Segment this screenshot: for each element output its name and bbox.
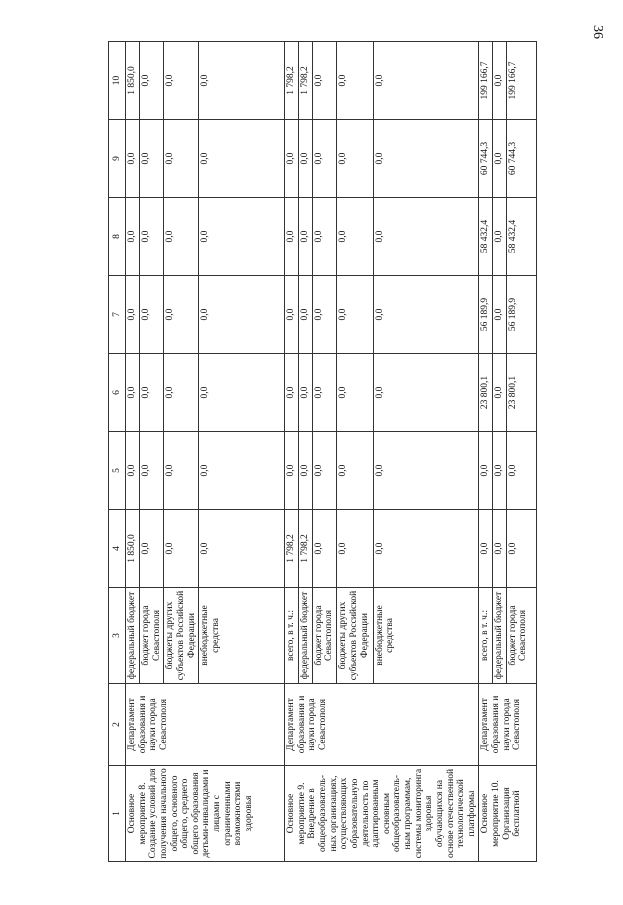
amount-cell: 0,0 xyxy=(164,198,199,276)
activity-name: Основное мероприятие 9. Внедрение в общеобразователь-ных организациях, осуществляющих образовательную деятельность по адаптированным основным общеобразователь-ным программам, системы мониторинга здоровья обучающихся на основе отечественной технологической платформы xyxy=(285,766,479,862)
amount-cell: 0,0 xyxy=(126,432,140,510)
executor-name: Департамент образования и науки города Севастополя xyxy=(479,684,536,766)
page-number: 36 xyxy=(590,25,605,39)
amount-cell: 0,0 xyxy=(493,276,507,354)
amount-cell: 0,0 xyxy=(337,354,374,432)
amount-cell: 0,0 xyxy=(140,120,164,198)
amount-cell: 0,0 xyxy=(164,354,199,432)
rotated-table-wrapper xyxy=(108,42,528,862)
table-row xyxy=(126,42,140,862)
amount-cell: 0,0 xyxy=(285,120,299,198)
amount-cell: 0,0 xyxy=(199,198,285,276)
amount-cell: 0,0 xyxy=(493,120,507,198)
amount-cell: 0,0 xyxy=(140,354,164,432)
amount-cell: 0,0 xyxy=(164,42,199,120)
funding-source: всего, в т. ч.: xyxy=(285,588,299,684)
column-header: 9 xyxy=(109,120,126,198)
amount-cell: 0,0 xyxy=(140,510,164,588)
amount-cell: 0,0 xyxy=(126,198,140,276)
amount-cell: 0,0 xyxy=(164,276,199,354)
amount-cell: 199 166,7 xyxy=(506,42,536,120)
column-header: 8 xyxy=(109,198,126,276)
amount-cell: 0,0 xyxy=(312,276,337,354)
funding-source: бюджеты других субъектов Российской Федерации xyxy=(337,588,374,684)
amount-cell: 0,0 xyxy=(312,432,337,510)
amount-cell: 0,0 xyxy=(140,42,164,120)
amount-cell: 1 798,2 xyxy=(285,42,299,120)
amount-cell: 0,0 xyxy=(298,432,312,510)
amount-cell: 0,0 xyxy=(199,42,285,120)
column-header: 1 xyxy=(109,766,126,862)
funding-source: внебюджетные средства xyxy=(199,588,285,684)
amount-cell: 0,0 xyxy=(506,432,536,510)
amount-cell: 0,0 xyxy=(199,120,285,198)
amount-cell: 0,0 xyxy=(164,120,199,198)
amount-cell: 0,0 xyxy=(337,120,374,198)
amount-cell: 0,0 xyxy=(373,510,479,588)
amount-cell: 1 798,2 xyxy=(298,42,312,120)
funding-source: федеральный бюджет xyxy=(298,588,312,684)
amount-cell: 0,0 xyxy=(312,510,337,588)
table-row xyxy=(285,42,299,862)
amount-cell: 0,0 xyxy=(312,120,337,198)
amount-cell: 0,0 xyxy=(199,354,285,432)
amount-cell: 0,0 xyxy=(373,276,479,354)
amount-cell: 0,0 xyxy=(126,120,140,198)
amount-cell: 0,0 xyxy=(337,276,374,354)
funding-source: бюджет города Севастополя xyxy=(312,588,337,684)
amount-cell: 0,0 xyxy=(373,354,479,432)
amount-cell: 0,0 xyxy=(126,354,140,432)
amount-cell: 0,0 xyxy=(312,198,337,276)
amount-cell: 0,0 xyxy=(493,198,507,276)
column-header: 10 xyxy=(109,42,126,120)
amount-cell: 60 744,3 xyxy=(479,120,493,198)
amount-cell: 0,0 xyxy=(285,198,299,276)
amount-cell: 0,0 xyxy=(164,510,199,588)
amount-cell: 0,0 xyxy=(312,42,337,120)
amount-cell: 0,0 xyxy=(337,42,374,120)
funding-source: бюджеты других субъектов Российской Федерации xyxy=(164,588,199,684)
amount-cell: 0,0 xyxy=(373,432,479,510)
amount-cell: 0,0 xyxy=(373,198,479,276)
amount-cell: 23 800,1 xyxy=(479,354,493,432)
amount-cell: 0,0 xyxy=(337,432,374,510)
amount-cell: 56 189,9 xyxy=(506,276,536,354)
amount-cell: 23 800,1 xyxy=(506,354,536,432)
amount-cell: 0,0 xyxy=(199,276,285,354)
column-header: 2 xyxy=(109,684,126,766)
executor-name: Департамент образования и науки города Севастополя xyxy=(126,684,285,766)
funding-source: бюджет города Севастополя xyxy=(506,588,536,684)
header-row xyxy=(109,42,126,862)
amount-cell: 1 798,2 xyxy=(298,510,312,588)
amount-cell: 0,0 xyxy=(337,510,374,588)
amount-cell: 0,0 xyxy=(298,354,312,432)
amount-cell: 0,0 xyxy=(479,510,493,588)
amount-cell: 0,0 xyxy=(373,120,479,198)
funding-source: внебюджетные средства xyxy=(373,588,479,684)
amount-cell: 60 744,3 xyxy=(506,120,536,198)
amount-cell: 1 850,0 xyxy=(126,42,140,120)
amount-cell: 0,0 xyxy=(312,354,337,432)
executor-name: Департамент образования и науки города Севастополя xyxy=(285,684,479,766)
amount-cell: 0,0 xyxy=(493,354,507,432)
amount-cell: 0,0 xyxy=(479,432,493,510)
amount-cell: 0,0 xyxy=(298,120,312,198)
amount-cell: 58 432,4 xyxy=(479,198,493,276)
table-body xyxy=(126,42,537,862)
budget-table xyxy=(108,41,537,862)
amount-cell: 0,0 xyxy=(506,510,536,588)
amount-cell: 0,0 xyxy=(493,432,507,510)
funding-source: всего, в т. ч.: xyxy=(479,588,493,684)
amount-cell: 0,0 xyxy=(285,354,299,432)
amount-cell: 0,0 xyxy=(285,276,299,354)
amount-cell: 0,0 xyxy=(164,432,199,510)
amount-cell: 0,0 xyxy=(126,276,140,354)
amount-cell: 0,0 xyxy=(298,198,312,276)
column-header: 5 xyxy=(109,432,126,510)
column-header: 6 xyxy=(109,354,126,432)
amount-cell: 0,0 xyxy=(199,510,285,588)
amount-cell: 0,0 xyxy=(140,432,164,510)
column-header: 7 xyxy=(109,276,126,354)
funding-source: бюджет города Севастополя xyxy=(140,588,164,684)
amount-cell: 0,0 xyxy=(337,198,374,276)
amount-cell: 1 798,2 xyxy=(285,510,299,588)
amount-cell: 1 850,0 xyxy=(126,510,140,588)
activity-name: Основное мероприятие 8. Создание условий для получения начального общего, основного общего, среднего общего образования детьми-инвалидами и лицами с ограниченными возможностями здоровья xyxy=(126,766,285,862)
amount-cell: 0,0 xyxy=(493,510,507,588)
amount-cell: 56 189,9 xyxy=(479,276,493,354)
column-header: 3 xyxy=(109,588,126,684)
amount-cell: 0,0 xyxy=(140,276,164,354)
amount-cell: 0,0 xyxy=(285,432,299,510)
amount-cell: 0,0 xyxy=(493,42,507,120)
amount-cell: 0,0 xyxy=(298,276,312,354)
funding-source: федеральный бюджет xyxy=(493,588,507,684)
amount-cell: 0,0 xyxy=(140,198,164,276)
activity-name: Основное мероприятие 10. Организация бесплатной xyxy=(479,766,536,862)
funding-source: федеральный бюджет xyxy=(126,588,140,684)
amount-cell: 58 432,4 xyxy=(506,198,536,276)
amount-cell: 0,0 xyxy=(199,432,285,510)
amount-cell: 199 166,7 xyxy=(479,42,493,120)
table-row xyxy=(479,42,493,862)
column-header: 4 xyxy=(109,510,126,588)
amount-cell: 0,0 xyxy=(373,42,479,120)
